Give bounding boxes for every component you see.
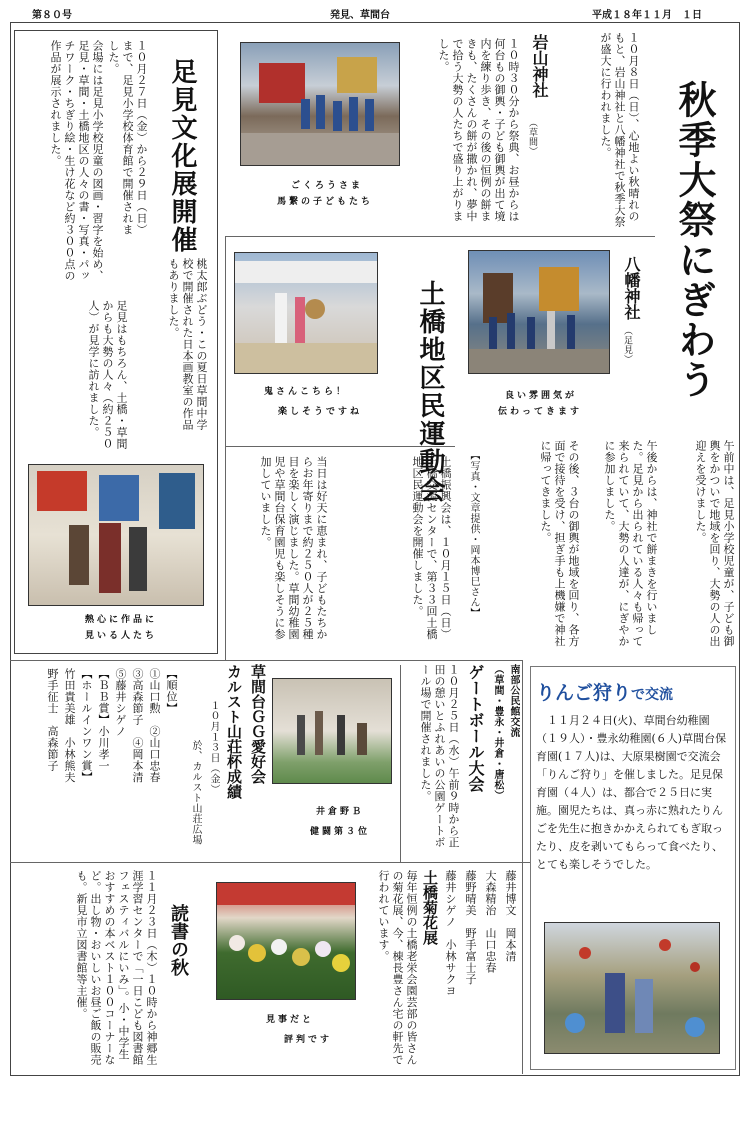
divider: [225, 236, 655, 237]
headline-karst-cup: カルスト山荘杯成績: [225, 664, 243, 799]
divider: [10, 862, 530, 863]
gateball-tournament-text: １０月２５日（水）午前９時から正田の憩いとふれあいの公園ゲートボール場で開催されました。: [419, 664, 460, 848]
photo-apple-picking-children: [544, 922, 720, 1054]
gateball-tournament-names: 藤井博文 岡本清 大森精治 山口忠春 藤野晴美 野手富士子 藤井シゲノ 小林サクヨ: [444, 870, 517, 997]
headline-chrysanthemum: 土橋菊花展: [421, 870, 439, 945]
karst-cup-results: 【順位】 ①山口勲 ②山口忠春 ③高森節子 ④岡本清 ⑤藤井シゲノ 【ＢＢ賞】小川孝一 【ホールインワン賞】 竹田貴美雄 小林熊夫 野手征士 高森節子: [46, 668, 178, 783]
south-community-areas: （草間・豊永・井倉・唐松）: [492, 664, 503, 801]
photo-caption: 良い雰囲気が: [504, 391, 577, 401]
karst-cup-date: １０月１３日（金）: [208, 700, 219, 795]
karst-cup-venue: 於、カルスト山荘広場: [190, 740, 201, 845]
culture-fest-text: 会場には足見小学校児童の図画・習字を始め、足見・草間・土橋地区の人々の書・写真・パッチワーク・ちぎり絵・生け花など約３００点の作品が展示されました。: [49, 40, 104, 282]
headline-sports-day: 土橋地区民運動会: [415, 280, 445, 504]
photo-sports-day: [234, 252, 378, 374]
apple-title-sub: で交流: [631, 687, 674, 703]
headline-autumn-festival: 秋季大祭にぎわう: [672, 80, 716, 400]
headline-gateball-tournament: ゲートボール大会: [466, 664, 485, 792]
photo-caption: 評判です: [283, 1035, 332, 1045]
publisher-name: 発見、草間台: [330, 10, 390, 21]
photo-credit: 【写真・文章提供・岡本博巳さん】: [468, 450, 479, 618]
headline-reading-autumn: 読書の秋: [168, 904, 189, 976]
photo-caption: 鬼さんこちら！: [263, 387, 348, 397]
shrine-location-ashimi: （足見）: [622, 326, 632, 364]
autumn-festival-hachiman-text: その後、３台の御輿が地域を回り、各方面で接待を受け、担ぎ手も上機嫌で神社に帰ってきました。: [539, 440, 580, 647]
autumn-festival-hachiman-text: 午前中は、足見小学校児童が、子ども御輿をかついで地域を回り、大勢の人の出迎えを受けました。: [694, 440, 735, 647]
apple-picking-title: [536, 678, 730, 705]
autumn-festival-intro: １０月８日（日）、心地よい秋晴れのもと、岩山神社と八幡神社で秋季大祭が盛大に行われました。: [599, 32, 640, 228]
divider: [522, 660, 523, 1074]
sports-day-text: 土橋振興会は、１０月１５日（日）土橋交流センターで、第３３回土橋地区民運動会を開催しました。: [411, 456, 452, 640]
photo-caption: ごくろうさま: [290, 181, 363, 191]
reading-text: １１月２３日（木）１０時から神郷生涯学習センターで「一日こども図書館フェスティバルにいみ」。小・中学生おすすめの本ベスト１００コーナーなど。出し物・おいしいお昼ご飯の販売も。新見市立図書館等主催。: [75, 870, 158, 1066]
photo-caption: 伝わってきます: [498, 407, 582, 417]
autumn-festival-hachiman-text: 午後からは、神社で餅まきを行いました。足見から出られている人々も帰って来られていて、大勢の人達が、にぎやかに参加しました。: [603, 440, 658, 647]
autumn-festival-iwayama-text: １０時３０分から祭典、お昼からは何台もの御輿・子ども御輿が出て境内を練り歩き、その後の恒例の餅まきも、たくさんの餅が撒かれ、夢中で拾う大勢の人たちで盛り上がりました。: [437, 38, 520, 222]
chrysanthemum-text: 毎年恒例の土橋老栄会園芸部の皆さんの菊花展、今、棟長豊さん宅の軒先で行われています。: [377, 870, 418, 1066]
issue-number: 第８０号: [32, 10, 72, 21]
apple-picking-text: １１月２４日(火)、草間台幼稚園（１９人）・豊永幼稚園(６人)草間台保育園(１７人)は、大原果樹園で交流会「りんご狩り」を催しました。足見保育園（４人）は、都合で２５日に実施。園児たちは、真っ赤に熟れたりんごを先生に抱きかかえられてもぎ取ったり、皮を剥いてもらって食べたり、とても楽しそうでした。: [536, 714, 727, 871]
divider: [400, 665, 401, 862]
headline-gg-club: 草間台ＧＧ愛好会: [249, 664, 267, 784]
photo-caption: 井倉野Ｂ: [315, 807, 364, 817]
culture-fest-text: 桃太郎ぶどう・この夏日草間中学校で開催された日本画教室の作品もありました。: [167, 258, 208, 431]
photo-caption: 見事だと: [265, 1015, 314, 1025]
photo-mikoshi-children: [240, 42, 400, 166]
photo-caption: 健闘第３位: [309, 827, 370, 837]
culture-fest-text: 足見はもちろん、土橋・草間からも大勢の人々（約２５０人）が見学に訪れました。: [87, 300, 128, 450]
photo-caption: 楽しそうですね: [277, 407, 362, 417]
apple-title-main: りんご狩り: [536, 682, 632, 704]
shrine-location-kusama: （草間）: [527, 118, 537, 156]
shrine-name-iwayama: 岩山神社: [530, 34, 549, 98]
south-community-label: 南部公民館交流: [508, 664, 519, 738]
headline-culture-fest: 足見文化展開催: [167, 58, 197, 254]
photo-chrysanthemum-display: [216, 882, 356, 1000]
issue-date: 平成１８年１１月 １日: [592, 10, 702, 21]
culture-fest-text: １０月２７日（金）から２９日（日）まで、足見小学校体育館で開催されました。: [107, 40, 148, 236]
shrine-name-hachiman: 八幡神社: [622, 256, 641, 320]
photo-gateball-players: [272, 678, 392, 784]
photo-caption: 見いる人たち: [84, 631, 157, 641]
photo-hachiman-procession: [468, 250, 610, 374]
photo-exhibition-visitors: [28, 464, 204, 606]
sports-day-text: 当日は好天に恵まれ、子どもたちからお年寄りまで約２５０人が２５種目を楽しく演じました。草間幼稚園児や草間台保育園児も楽しそうに参加していました。: [259, 456, 328, 640]
divider: [10, 660, 522, 661]
photo-caption: 熱心に作品に: [84, 615, 157, 625]
divider: [225, 236, 226, 660]
photo-caption: 馬繋の子どもたち: [276, 197, 373, 207]
